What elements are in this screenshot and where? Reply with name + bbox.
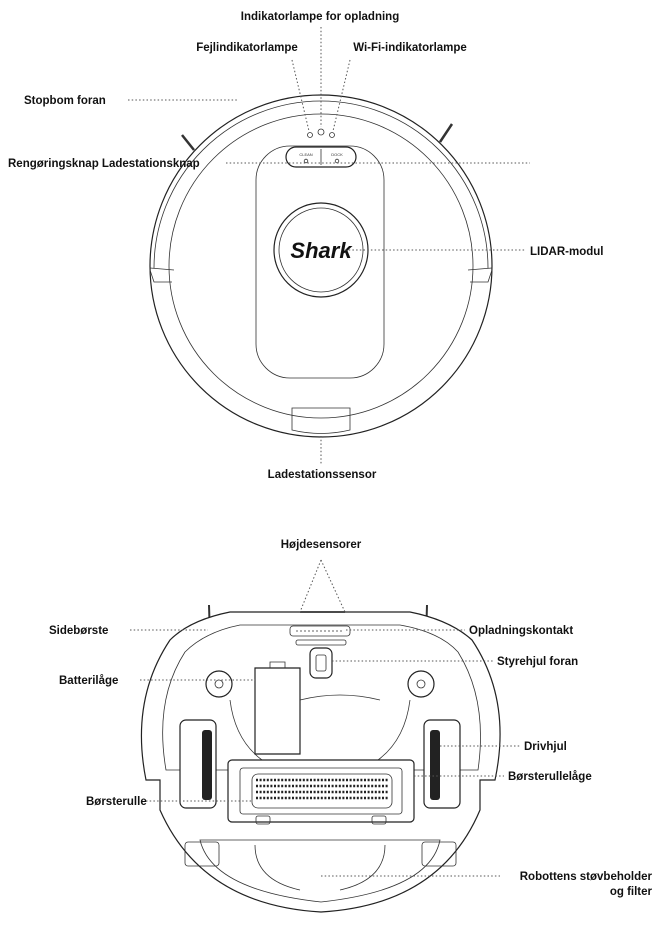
label-lidar: LIDAR-modul [530, 246, 604, 258]
shark-logo: Shark [290, 238, 352, 263]
drive-wheel-right [430, 730, 440, 800]
drive-wheel-left [202, 730, 212, 800]
label-drive-wheel: Drivhjul [524, 741, 567, 753]
label-front-caster: Styrehjul foran [497, 656, 579, 668]
label-brushroll: Børsterulle [86, 796, 147, 808]
lead-cliff-sensors [300, 560, 345, 612]
label-brushroll-door: Børsterullelåge [508, 771, 592, 783]
front-caster [310, 648, 332, 678]
side-brush-hub-right[interactable] [408, 671, 434, 697]
label-wifi-indicator: Wi-Fi-indikatorlampe [353, 42, 467, 54]
side-brush-left-top [182, 135, 194, 150]
label-side-brush: Sidebørste [49, 625, 109, 637]
side-brush-hub-left[interactable] [206, 671, 232, 697]
label-dust-bin-line2: og filter [609, 886, 652, 898]
label-charge-indicator: Indikatorlampe for opladning [240, 11, 400, 23]
label-battery-door: Batterilåge [59, 675, 119, 687]
clean-button-label: CLEAN [299, 152, 313, 157]
label-front-bumper: Stopbom foran [24, 95, 106, 107]
label-error-indicator: Fejlindikatorlampe [196, 42, 298, 54]
label-cliff-sensors: Højdesensorer [280, 539, 362, 551]
label-charging-contacts: Opladningskontakt [469, 625, 574, 637]
dock-button-label: DOCK [331, 152, 343, 157]
label-buttons: Rengøringsknap Ladestationsknap [8, 158, 200, 170]
top-view [8, 11, 603, 481]
label-dust-bin-line1: Robottens støvbeholder [519, 871, 652, 883]
label-dock-sensor: Ladestationssensor [267, 469, 377, 481]
bottom-view [49, 539, 653, 912]
side-brush-right-top [440, 124, 452, 142]
drive-wheel-right-housing [424, 720, 460, 808]
battery-door[interactable] [255, 668, 300, 754]
